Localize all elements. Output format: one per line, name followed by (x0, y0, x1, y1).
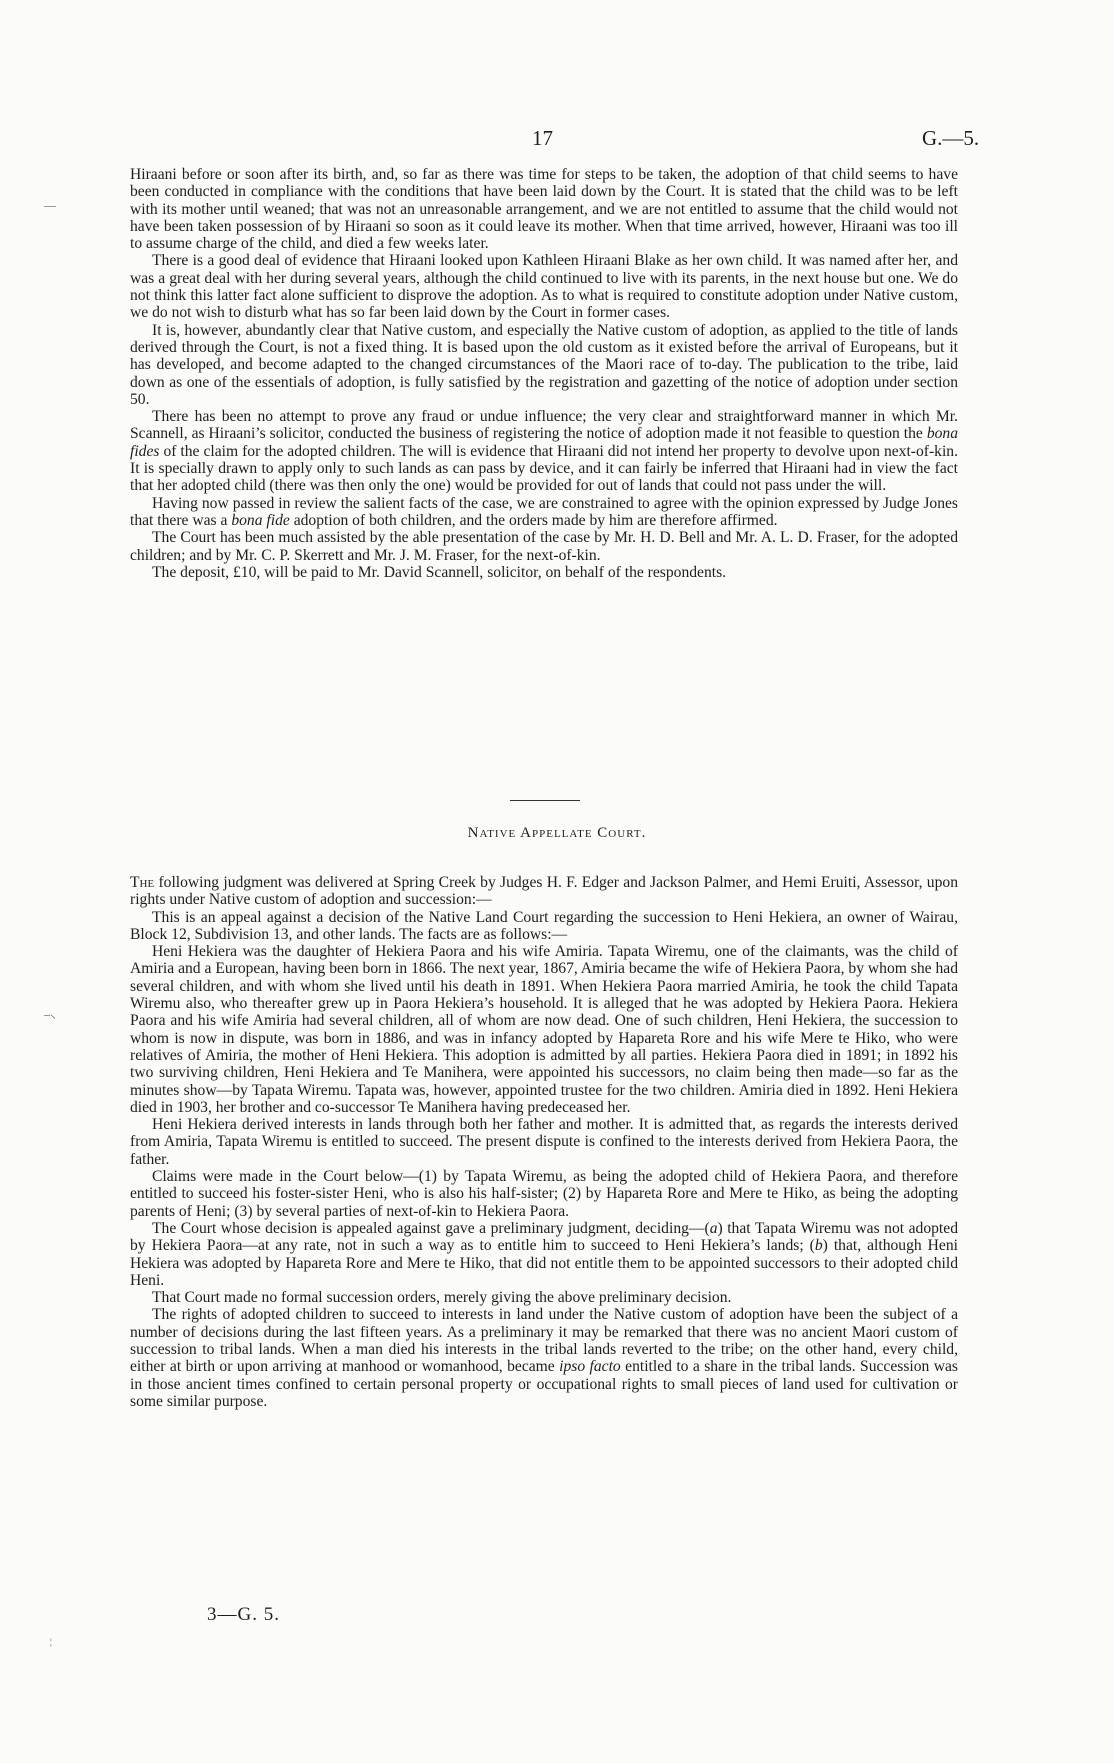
paragraph: There has been no attempt to prove any fraud or undue influence; the very clear and straightforward manner in which Mr. Scannell, as Hiraani’s solicitor, conducted the business of registering the notice of adoption made it not feasible to question the bona fides of the claim for the adopted children. The will is evidence that Hiraani did not intend her property to devolve upon next-of-kin. It is specially drawn to apply only to such lands as can pass by device, and it can fairly be inferred that Hiraani had in view the fact that her adopted child (there was then only the one) would be provided for out of lands that could not pass under the will. (130, 408, 958, 495)
paragraph: Having now passed in review the salient facts of the case, we are constrained to agree with the opinion expressed by Judge Jones that there was a bona fide adoption of both children, and the orders made by him are therefore affirmed. (130, 494, 958, 529)
margin-mark: –⸜ (44, 1007, 57, 1021)
paragraph: The Court has been much assisted by the able presentation of the case by Mr. H. D. Bell and Mr. A. L. D. Fraser, for the adopted children; and by Mr. C. P. Skerrett and Mr. J. M. Fraser, for the next-of-kin. (130, 529, 958, 564)
paragraph: Heni Hekiera was the daughter of Hekiera Paora and his wife Amiria. Tapata Wiremu, one of the claimants, was the child of Amiria and a European, having been born in 1866. The next year, 1867, Amiria became the wife of Hekiera Paora, by whom she had several children, and with whom she lived until his death in 1891. When Hekiera Paora married Amiria, he took the child Tapata Wiremu also, who thereafter grew up in Paora Hekiera’s household. It is alleged that he was adopted by Hekiera Paora. Hekiera Paora and his wife Amiria had several children, all of whom are now dead. One of such children, Heni Hekiera, the succession to whom is now in dispute, was born in 1886, and was in infancy adopted by Hapareta Rore and his wife Mere te Hiko, who were relatives of Amiria, the mother of Heni Hekiera. This adoption is admitted by all parties. Hekiera Paora died in 1891; in 1892 his two surviving children, Heni Hekiera and Te Manihera, were appointed his successors, no claim being then made—so far as the minutes show—by Tapata Wiremu. Tapata was, however, appointed trustee for the two children. Amiria died in 1892. Heni Hekiera died in 1903, her brother and co-successor Te Manihera having predeceased her. (130, 943, 958, 1116)
margin-mark: ¦ (50, 1637, 52, 1647)
signature-mark: 3—G. 5. (207, 1604, 280, 1625)
paragraph: The deposit, £10, will be paid to Mr. David Scannell, solicitor, on behalf of the respondents. (152, 563, 727, 581)
paragraph: The Court whose decision is appealed against gave a preliminary judgment, deciding—(a) that Tapata Wiremu was not adopted by Hekiera Paora—at any rate, not in such a way as to entitle him to succeed to Heni Hekiera’s lands; (b) that, although Heni Hekiera was adopted by Hapareta Rore and Mere te Hiko, that did not entitle them to be appointed successors to their adopted child Heni. (130, 1219, 958, 1289)
paragraph: Heni Hekiera derived interests in lands through both her father and mother. It is admitted that, as regards the interests derived from Amiria, Tapata Wiremu is entitled to succeed. The present dispute is confined to the interests derived from Hekiera Paora, the father. (130, 1116, 958, 1168)
section-divider (510, 800, 580, 801)
judgment-continuation (130, 166, 958, 581)
document-reference: G.—5. (922, 126, 980, 150)
paragraph: This is an appeal against a decision of the Native Land Court regarding the succession to Heni Hekiera, an owner of Wairau, Block 12, Subdivision 13, and other lands. The facts are as follows:— (130, 908, 958, 943)
paragraph: That Court made no formal succession orders, merely giving the above preliminary decision. (152, 1289, 732, 1307)
paragraph: There is a good deal of evidence that Hiraani looked upon Kathleen Hiraani Blake as her own child. It was named after her, and was a great deal with her during several years, although the child continued to live with its parents, in the next house but one. We do not think this latter fact alone sufficient to disprove the adoption. As to what is required to constitute adoption under Native custom, we do not wish to disturb what has so far been laid down by the Court in former cases. (130, 252, 958, 322)
appellate-judgment (130, 874, 958, 1410)
paragraph: Claims were made in the Court below—(1) by Tapata Wiremu, as being the adopted child of Hekiera Paora, and therefore entitled to succeed his foster-sister Heni, who is also his half-sister; (2) by Hapareta Rore and Mere te Hiko, as being the adopting parents of Heni; (3) by several parties of next-of-kin to Hekiera Paora. (130, 1168, 958, 1220)
paragraph: The rights of adopted children to succeed to interests in land under the Native custom of adoption have been the subject of a number of decisions during the last fifteen years. As a preliminary it may be remarked that there was no ancient Maori custom of succession to tribal lands. When a man died his interests in the tribal lands reverted to the tribe; on the other hand, every child, either at birth or upon arriving at manhood or womanhood, became ipso facto entitled to a share in the tribal lands. Succession was in those ancient times confined to certain personal property or occupational rights to small pieces of land used for cultivation or some similar purpose. (130, 1306, 958, 1410)
paragraph: Hiraani before or soon after its birth, and, so far as there was time for steps to be taken, the adoption of that child seems to have been conducted in compliance with the conditions that have been laid down by the Court. It is stated that the child was to be left with its mother until weaned; that was not an unreasonable arrangement, and we are not entitled to assume that the child would not have been taken possession of by Hiraani so soon as it could leave its mother. When that time arrived, however, Hiraani was too ill to assume charge of the child, and died a few weeks later. (130, 166, 958, 253)
paragraph: The following judgment was delivered at Spring Creek by Judges H. F. Edger and Jackson Palmer, and Hemi Eruiti, Assessor, upon rights under Native custom of adoption and succession:— (130, 874, 958, 909)
section-heading: Native Appellate Court. (467, 825, 647, 841)
page-number: 17 (532, 126, 553, 150)
margin-mark: — (44, 198, 56, 212)
paragraph: It is, however, abundantly clear that Native custom, and especially the Native custom of adoption, as applied to the title of lands derived through the Court, is not a fixed thing. It is based upon the old custom as it existed before the arrival of Europeans, but it has developed, and become adapted to the changed circumstances of the Maori race of to-day. The publication to the tribe, laid down as one of the essentials of adoption, is fully satisfied by the registration and gazetting of the notice of adoption under section 50. (130, 321, 958, 408)
